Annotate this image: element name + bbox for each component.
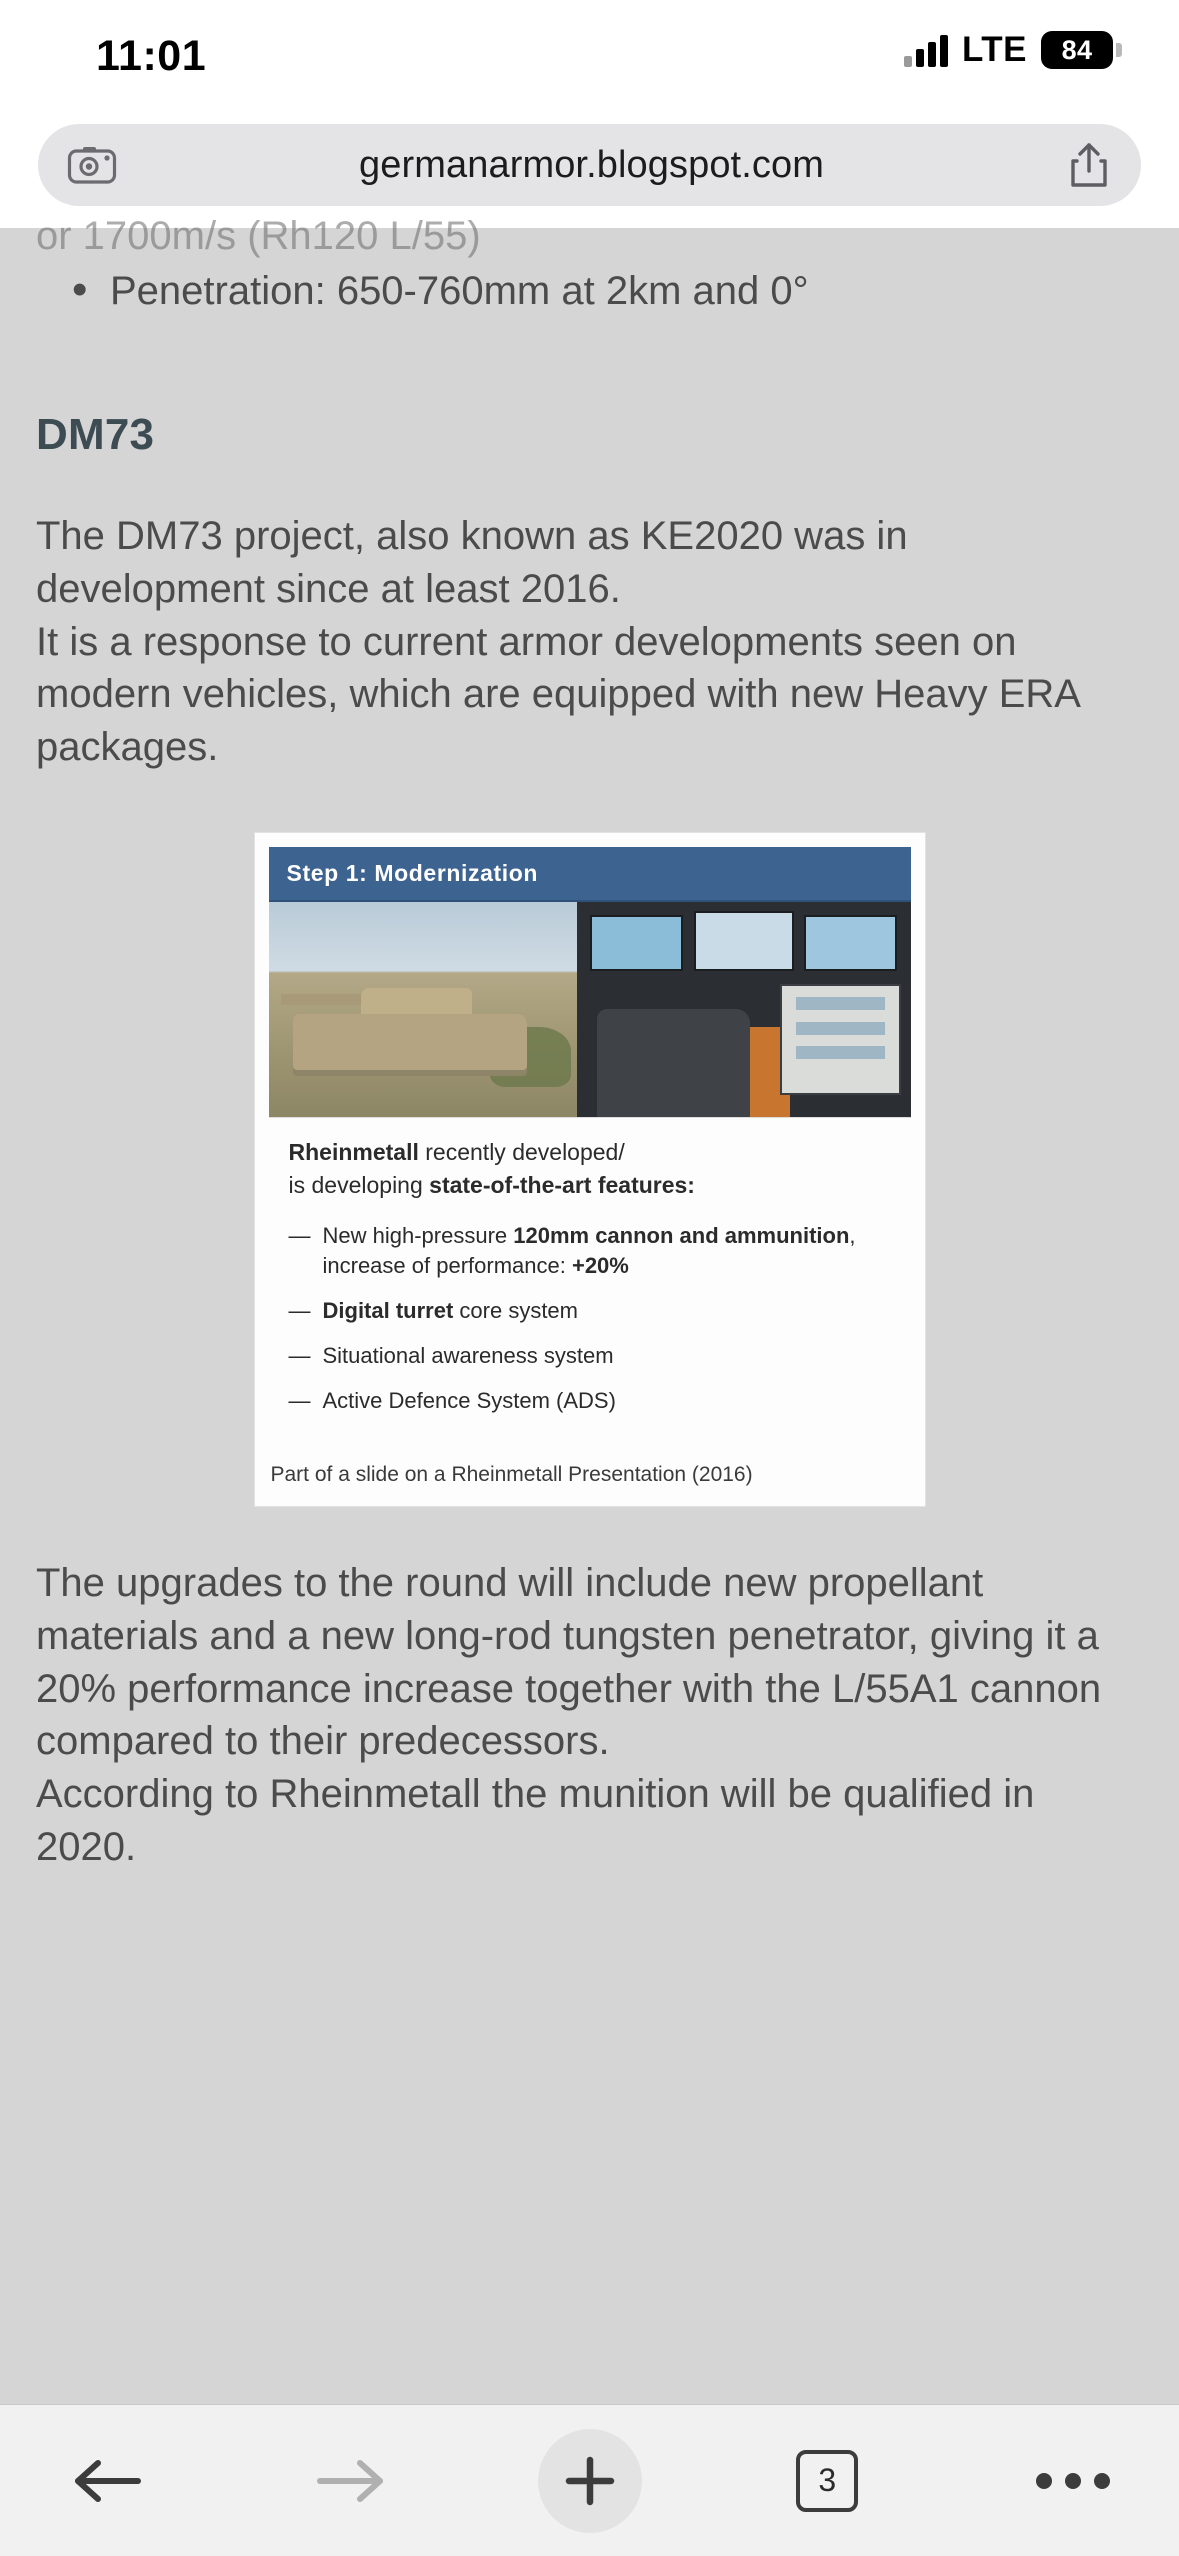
status-indicators	[904, 30, 1113, 70]
web-page-content[interactable]	[0, 214, 1179, 2404]
specs-bullet-list	[36, 264, 1143, 318]
browser-toolbar-bottom	[0, 2404, 1179, 2556]
slide-lead-line2-bold: state-of-the-art features:	[429, 1172, 695, 1199]
list-item	[289, 1341, 891, 1372]
slide-feature-list	[289, 1221, 891, 1417]
list-item	[289, 1296, 891, 1327]
slide-lead-rest: recently developed/	[418, 1138, 625, 1165]
more-options-button[interactable]	[1013, 2433, 1133, 2529]
leopard-tank-photo	[269, 902, 577, 1117]
slide-frame	[255, 833, 925, 1447]
back-button[interactable]	[46, 2433, 166, 2529]
page-section-heading: DM73	[36, 410, 155, 459]
slide-photo-strip	[269, 902, 911, 1118]
forward-button	[292, 2433, 412, 2529]
battery-icon	[1041, 31, 1113, 69]
tank-interior-photo	[577, 902, 911, 1117]
slide-lead-brand: Rheinmetall	[288, 1138, 419, 1165]
item-bold: 120mm cannon and ammunition	[513, 1222, 850, 1248]
url-text[interactable]: germanarmor.blogspot.com	[359, 143, 824, 186]
status-time: 11:01	[96, 32, 207, 80]
browser-toolbar-top	[0, 112, 1179, 228]
item-bold-2: +20%	[571, 1253, 629, 1279]
list-item	[289, 1221, 891, 1283]
item-text: New high-pressure	[322, 1222, 514, 1248]
figure-caption: Part of a slide on a Rheinmetall Presentation (2016)	[270, 1462, 753, 1486]
camera-search-icon[interactable]	[68, 145, 116, 185]
clipped-text-line: or 1700m/s (Rh120 L/55)	[36, 214, 481, 258]
paragraph-1: The DM73 project, also known as KE2020 was in development since at least 2016.	[36, 514, 908, 611]
paragraph-3: The upgrades to the round will include new propellant materials and a new long-rod tungsten penetrator, giving it a 20% performance increase together with the L/55A1 cannon compared to their predecessors.	[36, 1560, 1102, 1764]
new-tab-button[interactable]	[538, 2429, 642, 2533]
share-icon[interactable]	[1067, 141, 1111, 189]
paragraph-2: It is a response to current armor developments seen on modern vehicles, which are equipped with new Heavy ERA packages.	[36, 619, 1079, 770]
item-text-2: , increase of performance:	[322, 1222, 856, 1279]
battery-level: 84	[1061, 34, 1093, 65]
slide-body	[269, 1118, 911, 1437]
cellular-bars-icon	[904, 33, 948, 67]
arrow-left-icon	[70, 2455, 142, 2507]
slide-title: Step 1: Modernization	[269, 847, 911, 902]
plus-icon	[562, 2453, 618, 2509]
arrow-right-icon	[316, 2455, 388, 2507]
ellipsis-icon	[1036, 2473, 1110, 2489]
status-bar	[0, 0, 1179, 112]
slide-lead-text	[289, 1136, 891, 1203]
tabs-count-label: 3	[796, 2450, 858, 2512]
address-bar[interactable]	[38, 124, 1141, 206]
item-text: Situational awareness system	[322, 1343, 614, 1369]
network-label: LTE	[961, 30, 1027, 69]
paragraph-4: According to Rheinmetall the munition will be qualified in 2020.	[36, 1772, 1035, 1869]
slide-lead-line2-start: is developing	[288, 1172, 430, 1199]
list-item: • Penetration: 650-760mm at 2km and 0°	[36, 264, 1143, 318]
list-item	[289, 1386, 891, 1417]
tabs-button[interactable]	[767, 2433, 887, 2529]
item-text-2: core system	[453, 1298, 578, 1324]
item-text: Active Defence System (ADS)	[322, 1387, 616, 1413]
item-bold: Digital turret	[322, 1298, 454, 1324]
presentation-slide-figure[interactable]	[254, 832, 926, 1507]
